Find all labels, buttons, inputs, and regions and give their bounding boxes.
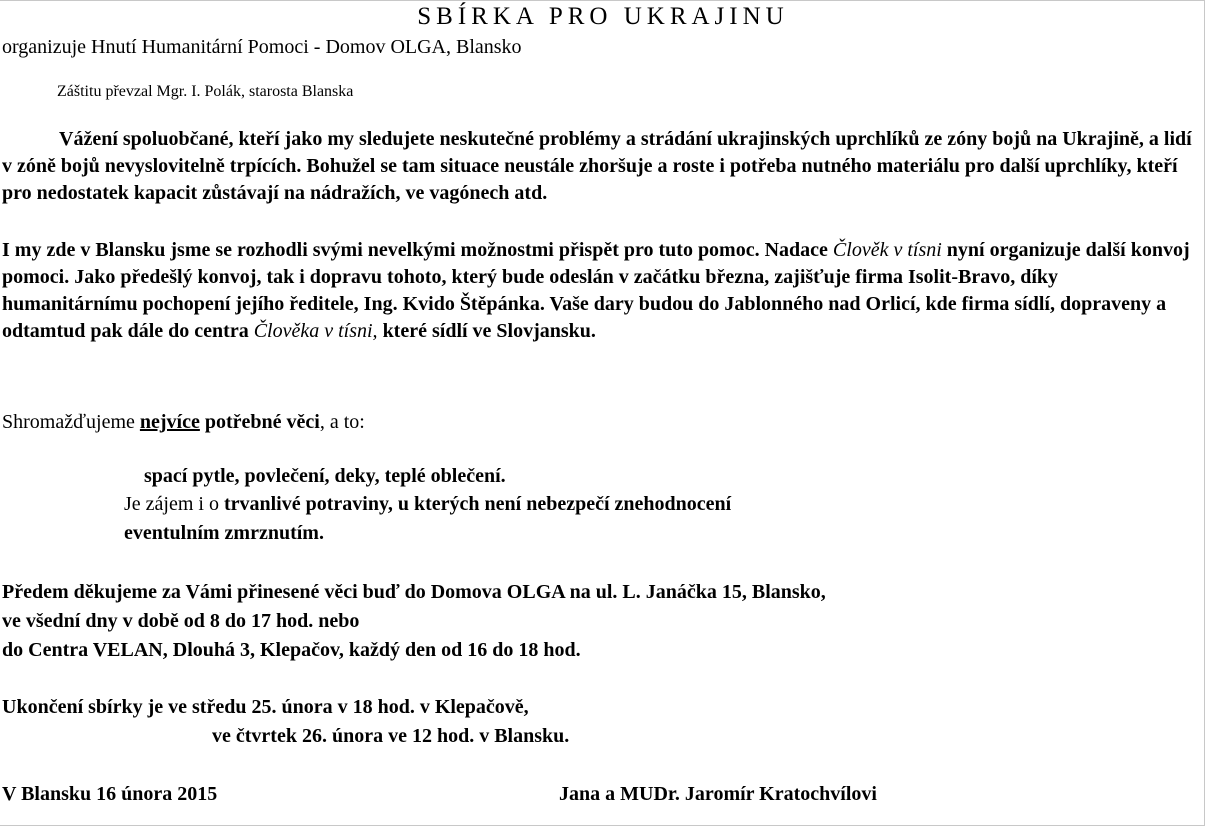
thanks-line-1: Předem děkujeme za Vámi přinesené věci buď do Domova OLGA na ul. L. Janáčka 15, Blansko,	[2, 581, 826, 603]
needs-lead-line	[2, 411, 365, 434]
footer-signature: Jana a MUDr. Jaromír Kratochvílovi	[559, 783, 877, 805]
organizer-line: organizuje Hnutí Humanitární Pomoci - Domov OLGA, Blansko	[2, 36, 522, 58]
p2-text-1: I my zde v Blansku jsme se rozhodli svými nevelkými možnostmi přispět pro tuto pomoc. Nadace	[2, 239, 833, 261]
p2-organization-name-1: Člověk v tísni	[832, 239, 942, 261]
food-lead: Je zájem i o	[124, 493, 224, 515]
p2-text-2: nyní organizuje další konvoj pomoci. Jako předešlý konvoj, tak i dopravu tohoto, který bude odeslán v začátku března, zajišťuje firma Isolit-Bravo, díky humanitárnímu pochopení jejího ředitele, Ing. Kvido Štěpánka. Vaše dary budou do Jablonného nad Orlicí, kde firma sídlí, dopraveny a odtamtud pak dále do centra	[2, 239, 1190, 342]
intro-paragraph-1: Vážení spoluobčané, kteří jako my sledujete neskutečné problémy a strádání ukrajinských uprchlíků ze zóny bojů na Ukrajině, a lidí v zóně bojů nevyslovitelně trpících. Bohužel se tam situace neustále zhoršuje a roste i potřeba nutného materiálu pro další uprchlíky, kteří pro nedostatek kapacit zůstávají na nádražích, ve vagónech atd.	[2, 128, 1192, 204]
needs-tail: , a to:	[319, 411, 365, 433]
thanks-line-2: ve všední dny v době od 8 do 17 hod. nebo	[2, 610, 360, 632]
needs-lead: Shromažďujeme	[2, 411, 140, 433]
needs-most: nejvíce	[139, 411, 200, 433]
needs-items: spací pytle, povlečení, deky, teplé oblečení.	[144, 465, 506, 487]
thanks-line-3: do Centra VELAN, Dlouhá 3, Klepačov, každý den od 16 do 18 hod.	[2, 639, 581, 661]
patronage-line: Záštitu převzal Mgr. I. Polák, starosta Blanska	[57, 83, 354, 100]
footer-date: V Blansku 16 února 2015	[2, 783, 218, 805]
food-items: trvanlivé potraviny, u kterých není nebezpečí znehodnocení	[223, 493, 732, 515]
intro-paragraph-2	[2, 237, 1198, 345]
food-line	[124, 493, 731, 516]
food-line-continued: eventulním zmrznutím.	[124, 522, 324, 544]
page-title: SBÍRKA PRO UKRAJINU	[417, 3, 789, 30]
p2-text-3: které sídlí ve Slovjansku.	[377, 320, 596, 342]
p2-organization-name-2: Člověka v tísni,	[253, 320, 378, 342]
needs-needed: potřebné věci	[199, 411, 320, 433]
closing-line-2: ve čtvrtek 26. února ve 12 hod. v Blansku.	[212, 725, 570, 747]
closing-line-1: Ukončení sbírky je ve středu 25. února v 18 hod. v Klepačově,	[2, 696, 529, 718]
